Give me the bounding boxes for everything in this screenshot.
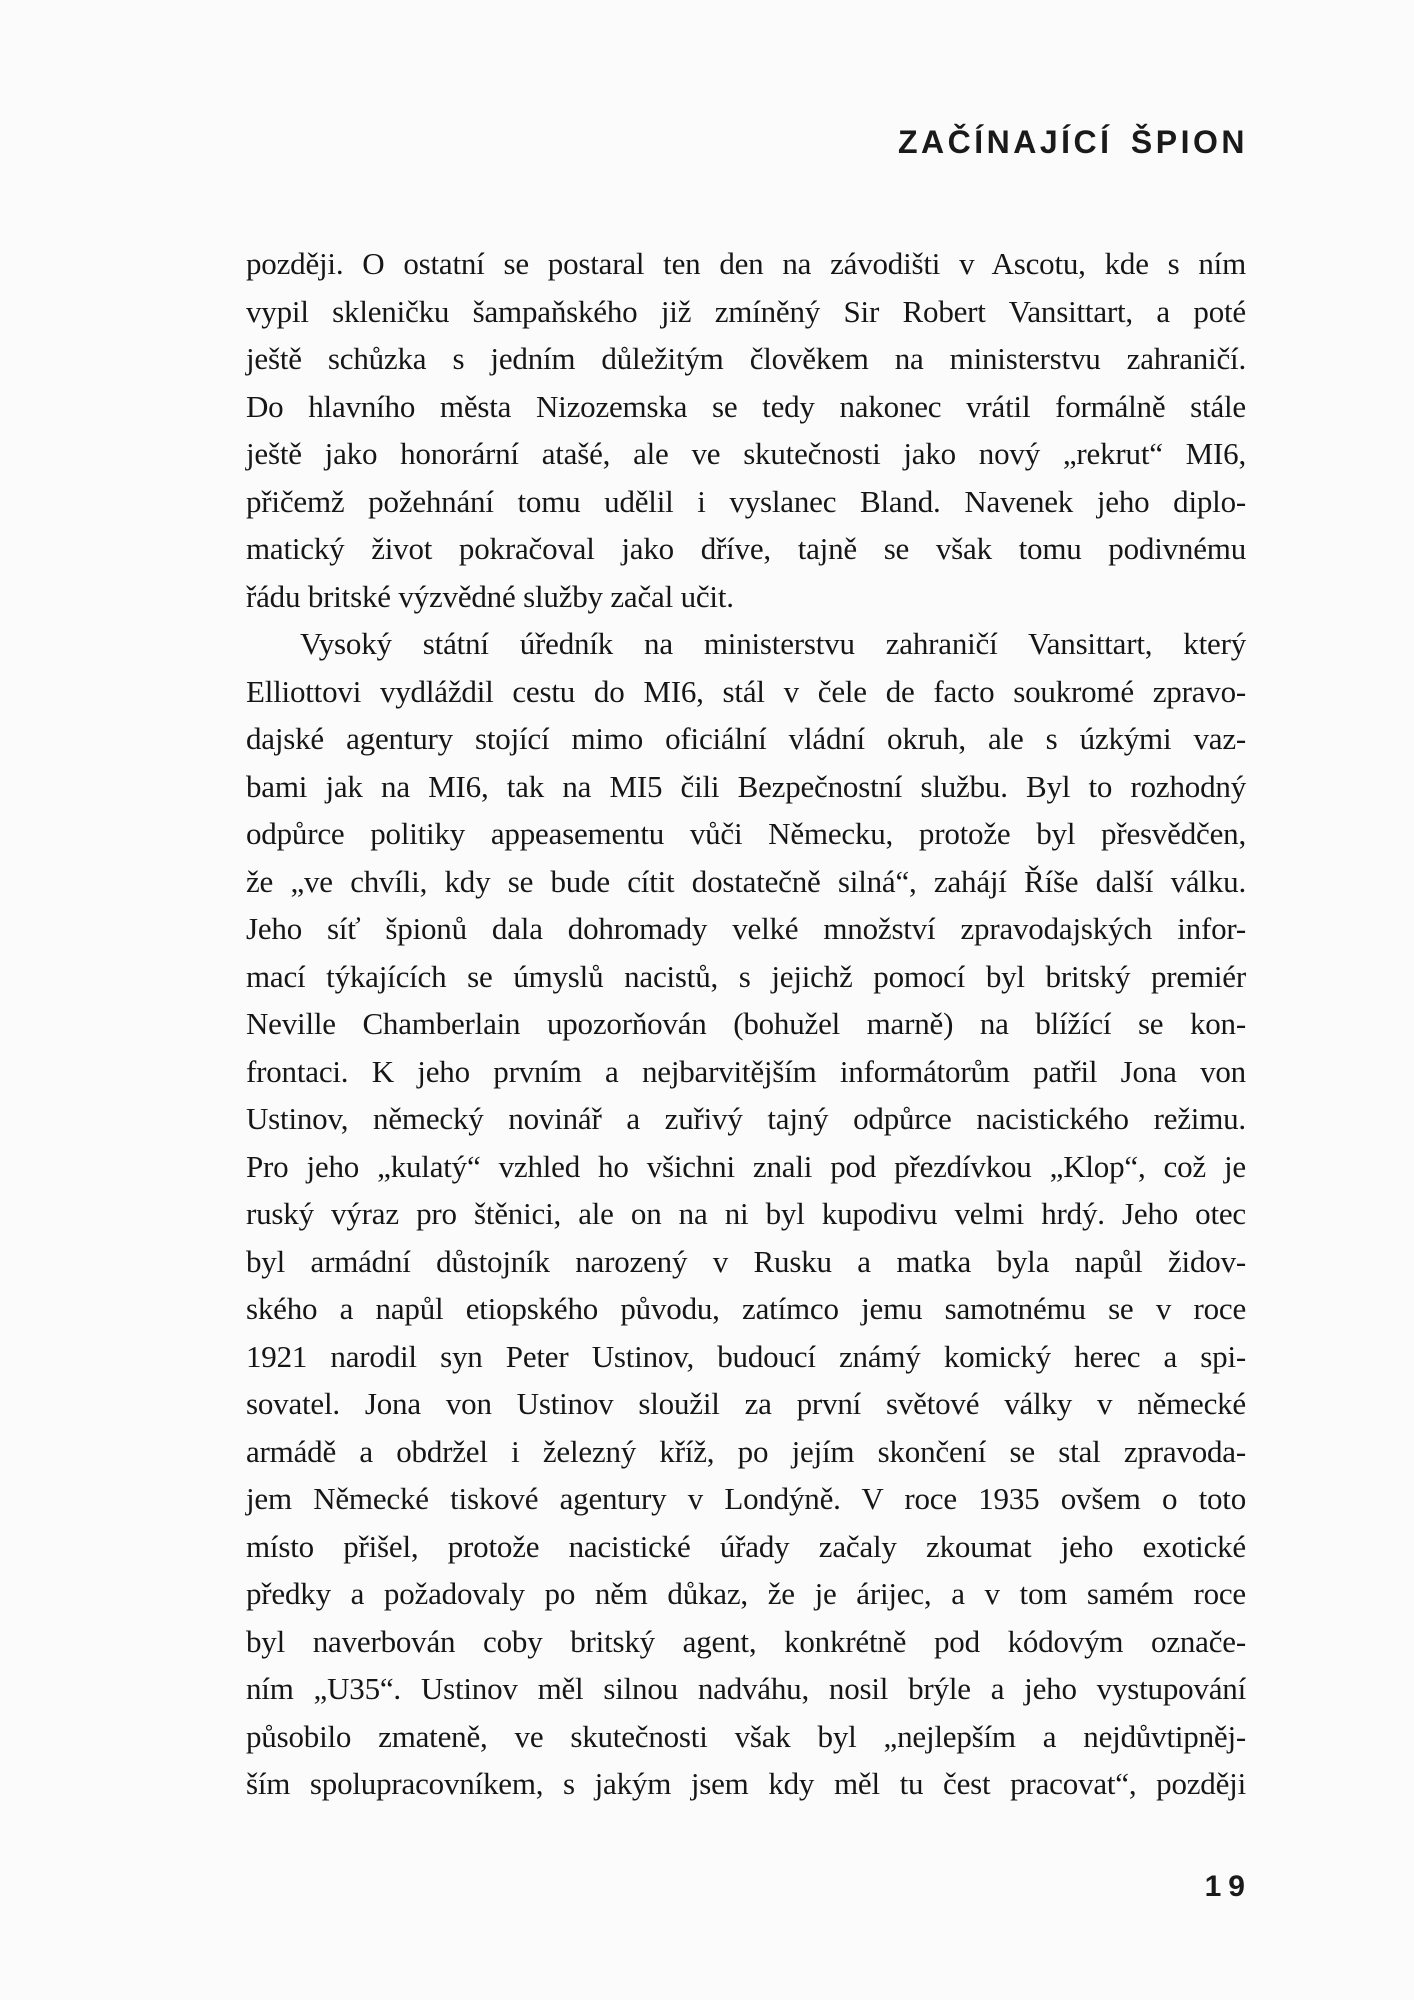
text-block — [246, 240, 1246, 1808]
text-line: ruský výraz pro štěnici, ale on na ni byl kupodivu velmi hrdý. Jeho otec — [246, 1196, 1246, 1231]
text-line: místo přišel, protože nacistické úřady začaly zkoumat jeho exotické — [246, 1528, 1246, 1564]
text-line: Elliottovi vydláždil cestu do MI6, stál v čele de facto soukromé zpravo- — [246, 673, 1246, 709]
text-line: přičemž požehnání tomu udělil i vyslanec Bland. Navenek jeho diplo- — [246, 483, 1246, 519]
text-line: ještě schůzka s jedním důležitým člověkem na ministerstvu zahraničí. — [246, 341, 1246, 376]
text-line: vypil skleničku šampaňského již zmíněný Sir Robert Vansittart, a poté — [246, 293, 1246, 329]
text-line: Neville Chamberlain upozorňován (bohužel marně) na blížící se kon- — [246, 1006, 1246, 1041]
text-line: že „ve chvíli, kdy se bude cítit dostatečně silná“, zahájí Říše další válku. — [246, 863, 1246, 899]
text-line: Do hlavního města Nizozemska se tedy nakonec vrátil formálně stále — [246, 388, 1246, 424]
text-line: řádu britské výzvědné služby začal učit. — [246, 578, 734, 614]
text-line: později. O ostatní se postaral ten den na závodišti v Ascotu, kde s ním — [246, 246, 1246, 281]
text-line: Ustinov, německý novinář a zuřivý tajný odpůrce nacistického režimu. — [246, 1101, 1246, 1136]
text-line: Vysoký státní úředník na ministerstvu zahraničí Vansittart, který — [300, 626, 1246, 661]
text-line: byl armádní důstojník narozený v Rusku a matka byla napůl židov- — [246, 1243, 1246, 1279]
text-line: odpůrce politiky appeasementu vůči Německu, protože byl přesvědčen, — [246, 816, 1246, 851]
text-line: ského a napůl etiopského původu, zatímco jemu samotnému se v roce — [246, 1291, 1246, 1326]
text-line: ještě jako honorární atašé, ale ve skutečnosti jako nový „rekrut“ MI6, — [246, 436, 1246, 471]
text-line: dajské agentury stojící mimo oficiální vládní okruh, ale s úzkými vaz- — [246, 721, 1246, 756]
text-line: 1921 narodil syn Peter Ustinov, budoucí známý komický herec a spi- — [246, 1338, 1246, 1374]
text-line: bami jak na MI6, tak na MI5 čili Bezpečnostní službu. Byl to rozhodný — [246, 768, 1246, 804]
text-line: působilo zmateně, ve skutečnosti však byl „nejlepším a nejdůvtipněj- — [246, 1718, 1246, 1754]
text-line: matický život pokračoval jako dříve, tajně se však tomu podivnému — [246, 531, 1246, 566]
text-line: byl naverbován coby britský agent, konkrétně pod kódovým označe- — [246, 1623, 1246, 1659]
text-line: předky a požadovaly po něm důkaz, že je árijec, a v tom samém roce — [246, 1576, 1246, 1611]
text-line: Jeho síť špionů dala dohromady velké množství zpravodajských infor- — [246, 911, 1246, 946]
text-line: ním „U35“. Ustinov měl silnou nadváhu, nosil brýle a jeho vystupování — [246, 1671, 1246, 1706]
text-line: ším spolupracovníkem, s jakým jsem kdy měl tu čest pracovat“, později — [246, 1766, 1246, 1801]
text-line: frontaci. K jeho prvním a nejbarvitějším informátorům patřil Jona von — [246, 1053, 1246, 1089]
text-line: Pro jeho „kulatý“ vzhled ho všichni znali pod přezdívkou „Klop“, což je — [246, 1148, 1246, 1184]
text-line: sovatel. Jona von Ustinov sloužil za první světové války v německé — [246, 1386, 1246, 1421]
text-line: mací týkajících se úmyslů nacistů, s jejichž pomocí byl britský premiér — [246, 958, 1246, 994]
page-number: 19 — [1204, 1870, 1252, 1903]
text-line: jem Německé tiskové agentury v Londýně. V roce 1935 ovšem o toto — [246, 1481, 1246, 1516]
text-line: armádě a obdržel i železný kříž, po jejím skončení se stal zpravoda- — [246, 1433, 1246, 1469]
running-head-title: ZAČÍNAJÍCÍ ŠPION — [897, 124, 1248, 160]
